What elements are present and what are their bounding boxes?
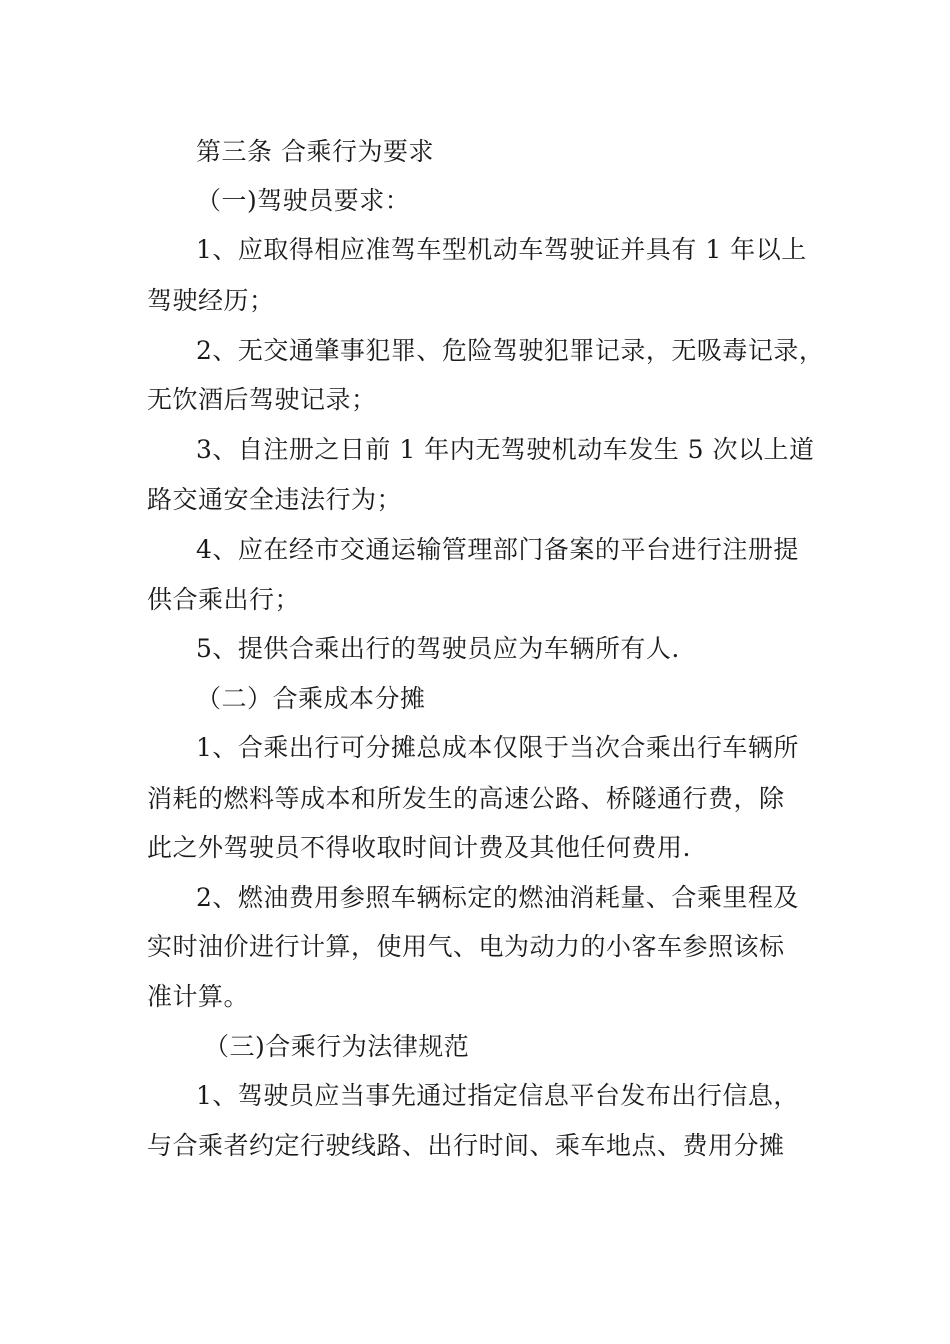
paragraph-line: 消耗的燃料等成本和所发生的高速公路、桥隧通行费，除	[147, 784, 785, 813]
paragraph-line: 实时油价进行计算，使用气、电为动力的小客车参照该标	[147, 932, 785, 961]
paragraph-line: 2、无交通肇事犯罪、危险驾驶犯罪记录，无吸毒记录，	[196, 336, 825, 365]
paragraph-line: 路交通安全违法行为；	[147, 485, 403, 514]
paragraph-line: 3、自注册之日前 1 年内无驾驶机动车发生 5 次以上道	[196, 435, 815, 464]
paragraph-line: 与合乘者约定行驶线路、出行时间、乘车地点、费用分摊	[147, 1131, 785, 1160]
section-heading-1: （一)驾驶员要求：	[196, 186, 411, 215]
article-title: 第三条 合乘行为要求	[196, 137, 434, 166]
paragraph-line: 供合乘出行；	[147, 585, 301, 614]
section-heading-2: （二）合乘成本分摊	[196, 684, 426, 713]
paragraph-line: 4、应在经市交通运输管理部门备案的平台进行注册提	[196, 535, 799, 564]
paragraph-line: 此之外驾驶员不得收取时间计费及其他任何费用.	[147, 833, 691, 862]
paragraph-line: 5、提供合乘出行的驾驶员应为车辆所有人.	[196, 634, 680, 663]
paragraph-line: 2、燃油费用参照车辆标定的燃油消耗量、合乘里程及	[196, 883, 799, 912]
paragraph-line: 1、合乘出行可分摊总成本仅限于当次合乘出行车辆所	[196, 733, 799, 762]
paragraph-line: 1、驾驶员应当事先通过指定信息平台发布出行信息，	[196, 1081, 799, 1110]
paragraph-line: 准计算。	[147, 982, 250, 1011]
paragraph-line: 1、应取得相应准驾车型机动车驾驶证并具有 1 年以上	[196, 235, 807, 264]
paragraph-line: 无饮酒后驾驶记录；	[147, 385, 377, 414]
section-heading-3: （三)合乘行为法律规范	[204, 1032, 470, 1061]
paragraph-line: 驾驶经历；	[147, 286, 275, 315]
